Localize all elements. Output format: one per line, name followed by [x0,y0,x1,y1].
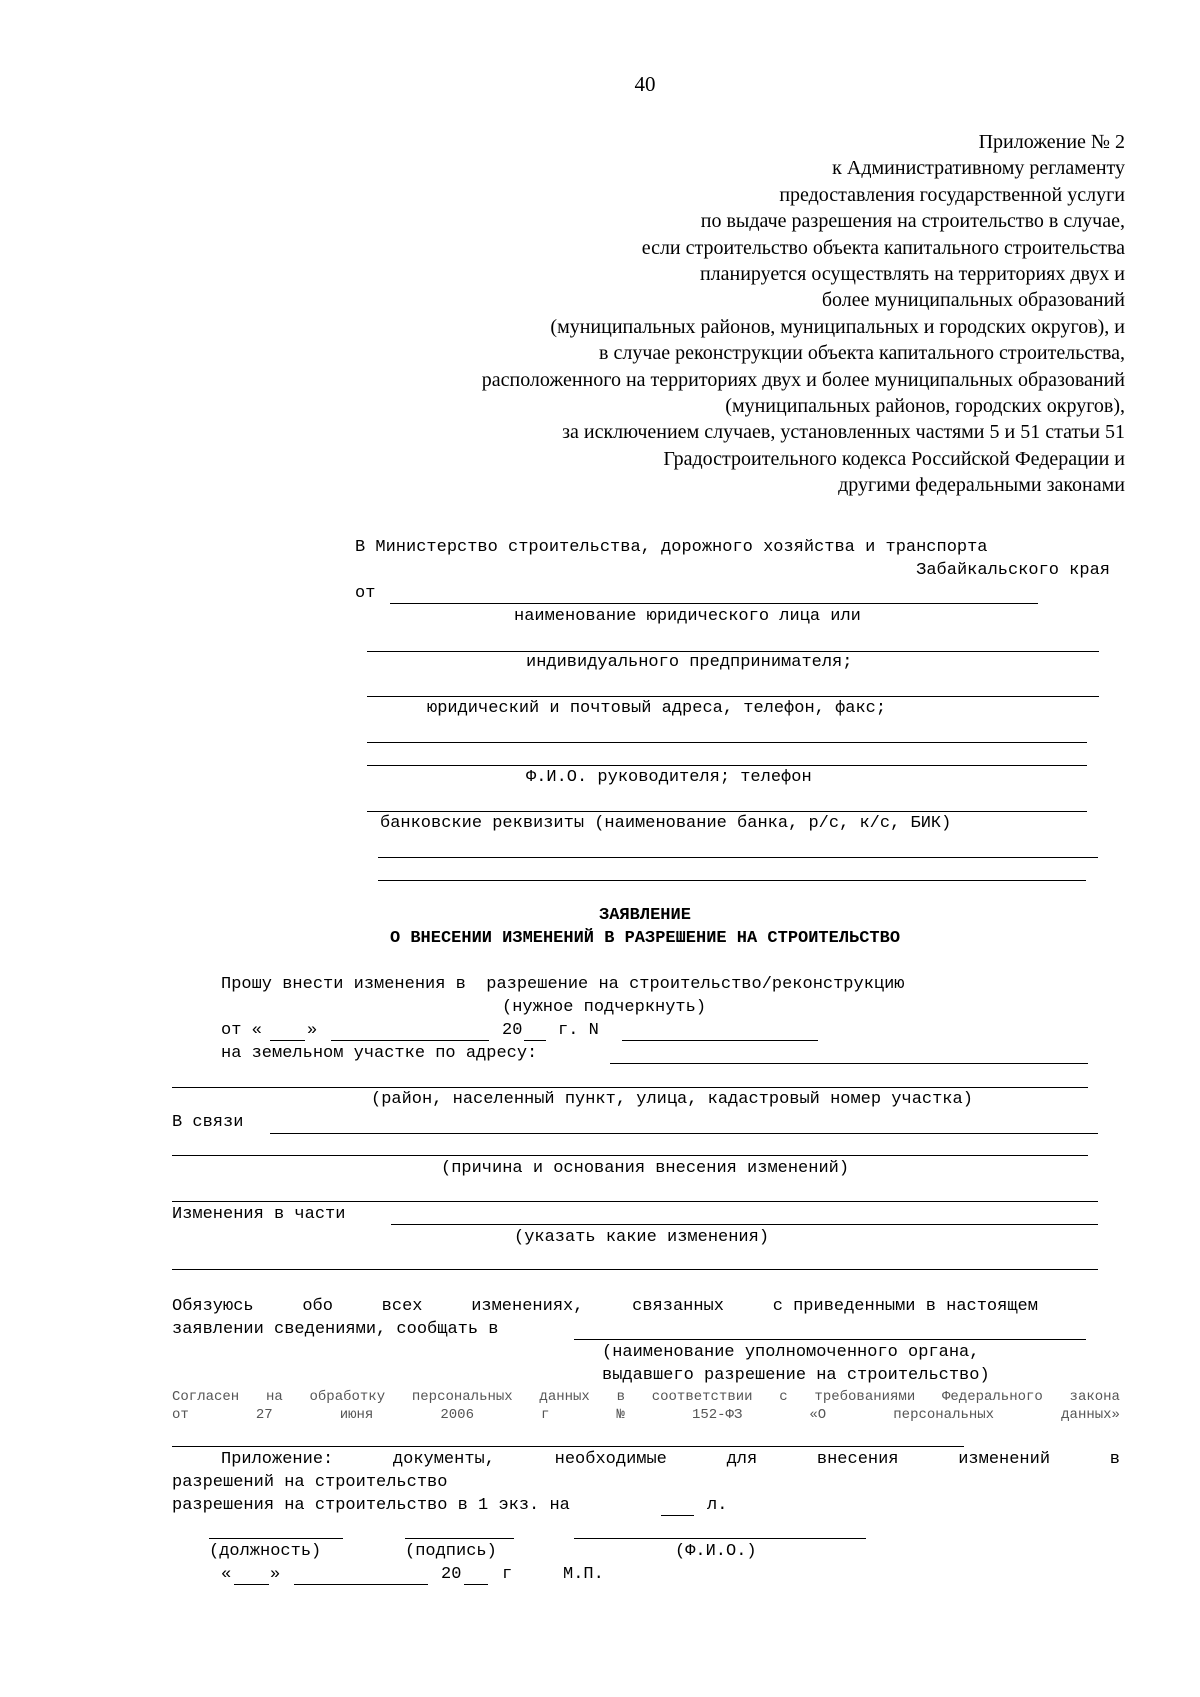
attachment-word: необходимые [554,1450,667,1469]
bank-field-line-2[interactable] [378,880,1086,881]
authority-hint-1: (наименование уполномоченного органа, [602,1343,980,1362]
appendix-line: если строительство объекта капитального строительства [641,236,1125,259]
date-day-field[interactable] [270,1040,305,1041]
addressee-region: Забайкальского края [916,561,1110,580]
land-plot-label: на земельном участке по адресу: [221,1044,538,1063]
consent-word: данных» [1061,1407,1120,1423]
obligation-word: изменениях, [471,1297,584,1316]
consent-word: персональных [411,1389,513,1405]
changes-label: Изменения в части [172,1205,346,1224]
attachment-word: внесения [816,1450,899,1469]
consent-word: соответствии [651,1389,753,1405]
consent-word: от [172,1407,189,1423]
consent-word: г [541,1407,550,1423]
sig-date-day-field[interactable] [234,1584,269,1585]
obligation-line [172,1297,1038,1316]
attachment-word: в [1109,1450,1120,1469]
appendix-line: за исключением случаев, установленных частями 5 и 51 статьи 51 [562,421,1125,444]
appendix-line: (муниципальных районов, городских округов), [725,395,1125,418]
appendix-line: предоставления государственной услуги [779,183,1125,206]
appendix-line: к Административному регламенту [832,157,1125,180]
position-label: (должность) [209,1542,322,1561]
signature-field[interactable] [405,1538,514,1539]
consent-word: 27 [255,1407,273,1423]
land-plot-address-field[interactable] [610,1063,1088,1064]
due-to-label: В связи [172,1113,244,1132]
appendix-line: другими федеральными законами [838,474,1125,497]
hint-address: юридический и почтовый адреса, телефон, факс; [427,699,887,718]
appendix-line: планируется осуществлять на территориях двух и [699,263,1125,286]
attachment-line [221,1450,1120,1469]
underline-hint: (нужное подчеркнуть) [502,998,707,1017]
fio-label: (Ф.И.О.) [675,1542,757,1561]
consent-word: данных [539,1389,590,1405]
land-plot-address-field-2[interactable] [172,1087,1088,1088]
entrepreneur-field-line[interactable] [367,696,1099,697]
date-year-label: 20 [502,1021,523,1040]
consent-word: в [616,1389,625,1405]
attachment-word: Приложение: [221,1450,334,1469]
reason-field-2[interactable] [172,1155,1088,1156]
consent-word: обработку [309,1389,386,1405]
sig-date-open: « [221,1565,232,1584]
consent-word: июня [339,1407,374,1423]
authority-hint-2: выдавшего разрешение на строительство) [602,1366,990,1385]
address-hint: (район, населенный пункт, улица, кадастровый номер участка) [371,1090,973,1109]
appendix-line: Приложение № 2 [978,131,1125,153]
head-field-line[interactable] [367,811,1087,812]
attachment-word: изменений [958,1450,1051,1469]
page-number: 40 [634,72,656,96]
appendix-line: в случае реконструкции объекта капитального строительства, [599,342,1125,365]
from-field-line[interactable] [390,603,1038,604]
obligation-word: обо [302,1297,333,1316]
document-subtitle: О ВНЕСЕНИИ ИЗМЕНЕНИЙ В РАЗРЕШЕНИЕ НА СТРОИТЕЛЬСТВО [389,929,901,948]
consent-word: с [779,1389,788,1405]
addressee-line: В Министерство строительства, дорожного хозяйства и транспорта [355,538,988,557]
changes-field[interactable] [391,1224,1098,1225]
date-quote-close: » [307,1021,318,1040]
date-year-suffix: г. N [558,1021,599,1040]
obligation-word: связанных [632,1297,724,1316]
bank-field-line[interactable] [378,857,1098,858]
consent-word: № [616,1407,625,1423]
attachment-line-2: разрешений на строительство [172,1473,448,1492]
consent-line-2 [172,1407,1120,1423]
attachment-word: для [726,1450,758,1469]
appendix-line: по выдаче разрешения на строительство в случае, [700,210,1125,233]
applicant-field-line[interactable] [367,651,1099,652]
hint-bank: банковские реквизиты (наименование банка, р/с, к/с, БИК) [380,814,952,833]
authority-field[interactable] [574,1339,1086,1340]
consent-line-1 [172,1389,1120,1405]
sheets-suffix: л. [707,1496,728,1515]
date-from-label: от « [221,1021,262,1040]
sig-year-field[interactable] [464,1584,488,1585]
hint-applicant-name: наименование юридического лица или [514,607,861,626]
address-field-line-2[interactable] [367,765,1087,766]
position-field[interactable] [209,1538,343,1539]
reason-field[interactable] [270,1133,1098,1134]
reason-hint: (причина и основания внесения изменений) [441,1159,850,1178]
sig-year-suffix: г [502,1565,513,1584]
attachment-word: документы, [392,1450,495,1469]
hint-head: Ф.И.О. руководителя; телефон [526,768,812,787]
hint-entrepreneur: индивидуального предпринимателя; [526,653,853,672]
consent-signature-line[interactable] [172,1446,964,1447]
changes-field-2[interactable] [172,1269,1098,1270]
appendix-header [482,129,1125,499]
request-line: Прошу внести изменения в разрешение на строительство/реконструкцию [221,975,905,994]
obligation-line-2: заявлении сведениями, сообщать в [172,1320,499,1339]
attachment-line-3: разрешения на строительство в 1 экз. на [172,1496,570,1515]
signature-label: (подпись) [405,1542,497,1561]
consent-word: 2006 [440,1407,474,1423]
consent-word: Федерального [941,1389,1043,1405]
appendix-line: Градостроительного кодекса Российской Федерации и [663,447,1125,470]
consent-word: закона [1069,1389,1120,1405]
appendix-line: более муниципальных образований [821,289,1125,312]
obligation-word: всех [381,1297,423,1316]
sig-date-month-field[interactable] [294,1584,428,1585]
date-month-field[interactable] [331,1040,489,1041]
reason-field-3[interactable] [172,1201,1098,1202]
consent-word: Согласен [172,1389,240,1405]
consent-word: персональных [893,1407,995,1423]
stamp-label: М.П. [563,1565,604,1584]
fio-field[interactable] [574,1538,866,1539]
appendix-line: (муниципальных районов, муниципальных и городских округов), и [550,315,1125,338]
obligation-word: с приведенными в настоящем [772,1297,1038,1316]
address-field-line[interactable] [367,742,1087,743]
obligation-word: Обязуюсь [172,1297,254,1316]
consent-word: требованиями [814,1389,916,1405]
consent-word: на [265,1389,283,1405]
changes-hint: (указать какие изменения) [514,1228,770,1247]
consent-word: «О [809,1407,827,1423]
consent-word: 152-ФЗ [691,1407,743,1423]
sig-year-label: 20 [441,1565,462,1584]
document-title: ЗАЯВЛЕНИЕ [599,906,691,925]
from-label: от [355,584,376,603]
date-year-field[interactable] [524,1040,546,1041]
permit-number-field[interactable] [622,1040,818,1041]
appendix-line: расположенного на территориях двух и более муниципальных образований [481,368,1125,391]
sig-date-close: » [270,1565,281,1584]
sheet-count-field[interactable] [661,1515,694,1516]
